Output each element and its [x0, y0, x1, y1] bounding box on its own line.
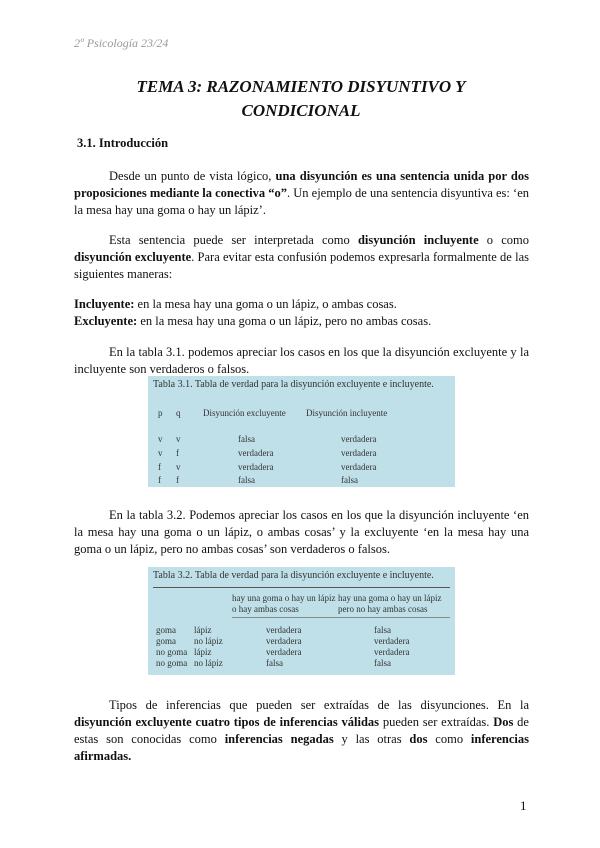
- paragraph-table-1-intro: En la tabla 3.1. podemos apreciar los casos en los que la disyunción excluyente y la incluyente son verdaderos o falsos.: [74, 345, 529, 376]
- table-1-header-inclusive: Disyunción incluyente: [306, 408, 388, 418]
- table-cell: no goma: [156, 647, 188, 657]
- bold-run: dos: [409, 732, 428, 746]
- paragraph-definition: [74, 168, 529, 219]
- table-cell: falsa: [374, 658, 391, 668]
- bold-run: Dos: [493, 715, 514, 729]
- header-note: 2º Psicología 23/24: [74, 36, 169, 50]
- table-cell: falsa: [238, 434, 255, 444]
- inclusive-label: Incluyente:: [74, 297, 135, 311]
- table-1-header-q: q: [176, 408, 181, 418]
- bold-run: inferencias afirmadas.: [74, 732, 529, 763]
- bold-run: disyunción excluyente: [74, 250, 192, 264]
- text-run: Tipos de inferencias que pueden ser extraídas de las disyunciones. En la: [109, 698, 529, 712]
- table-cell: verdadera: [374, 647, 410, 657]
- table-2-caption: Tabla 3.2. Tabla de verdad para la disyunción excluyente e incluyente.: [153, 570, 434, 581]
- exclusive-label: Excluyente:: [74, 314, 138, 328]
- table-2-header-rule: [232, 617, 450, 618]
- title-line-1: TEMA 3: RAZONAMIENTO DISYUNTIVO Y: [136, 77, 466, 96]
- table-cell: v: [176, 462, 181, 472]
- text-run: Esta sentencia puede ser interpretada como: [109, 233, 358, 247]
- table-cell: verdadera: [266, 647, 302, 657]
- table-1-header-p: p: [158, 408, 163, 418]
- bold-run: una disyunción es una sentencia unida por dos proposiciones mediante la conectiva “o”: [74, 169, 529, 200]
- table-cell: verdadera: [238, 448, 274, 458]
- text-run: como: [427, 732, 471, 746]
- bold-run: inferencias negadas: [224, 732, 334, 746]
- table-cell: no lápiz: [194, 636, 223, 646]
- inclusive-definition: [74, 296, 397, 313]
- exclusive-text: en la mesa hay una goma o un lápiz, pero no ambas cosas.: [137, 314, 432, 328]
- page-number: 1: [520, 798, 527, 813]
- table-cell: verdadera: [266, 636, 302, 646]
- table-cell: v: [158, 434, 163, 444]
- table-cell: f: [176, 475, 179, 485]
- table-2-top-rule: [153, 587, 450, 588]
- section-heading: 3.1. Introducción: [77, 136, 169, 150]
- table-cell: f: [158, 462, 161, 472]
- paragraph-inference-types: [74, 697, 529, 765]
- table-cell: goma: [156, 625, 176, 635]
- truth-table-1: [148, 376, 455, 487]
- text-run: pueden ser extraídas.: [379, 715, 494, 729]
- title-line-2: CONDICIONAL: [241, 101, 361, 120]
- table-1-header-exclusive: Disyunción excluyente: [203, 408, 286, 418]
- table-cell: no goma: [156, 658, 188, 668]
- table-cell: falsa: [266, 658, 283, 668]
- table-cell: verdadera: [341, 434, 377, 444]
- table-cell: verdadera: [341, 462, 377, 472]
- table-cell: verdadera: [341, 448, 377, 458]
- table-cell: goma: [156, 636, 176, 646]
- table-cell: verdadera: [374, 636, 410, 646]
- text-run: Desde un punto de vista lógico,: [109, 169, 276, 183]
- text-run: . Para evitar esta confusión podemos expresarla formalmente de las siguientes maneras:: [74, 250, 529, 281]
- table-cell: verdadera: [266, 625, 302, 635]
- table-2-header-inclusive-2: o hay ambas cosas: [232, 604, 299, 614]
- table-cell: falsa: [341, 475, 358, 485]
- table-cell: falsa: [374, 625, 391, 635]
- table-cell: no lápiz: [194, 658, 223, 668]
- table-cell: lápiz: [194, 625, 212, 635]
- table-cell: falsa: [238, 475, 255, 485]
- table-cell: v: [176, 434, 181, 444]
- text-run: o como: [478, 233, 530, 247]
- paragraph-table-2-intro: En la tabla 3.2. Podemos apreciar los casos en los que la disyunción incluyente ‘en la mesa hay una goma o un lápiz, o ambas cosas’ y la excluyente ‘en la mesa hay una goma o un lápiz, pero no ambas cosas’ son verdaderos o falsos.: [74, 508, 529, 556]
- page-title: [74, 75, 528, 123]
- table-2-header-exclusive-1: hay una goma o hay un lápiz: [338, 593, 442, 603]
- text-run: . Un ejemplo de una sentencia disyuntiva es: ‘en la mesa hay una goma o hay un lápiz’.: [74, 186, 529, 217]
- table-cell: verdadera: [238, 462, 274, 472]
- bold-run: disyunción incluyente: [357, 233, 479, 247]
- table-cell: f: [158, 475, 161, 485]
- truth-table-2: [148, 567, 455, 675]
- text-run: y las otras: [333, 732, 410, 746]
- table-1-caption: Tabla 3.1. Tabla de verdad para la disyunción excluyente e incluyente.: [153, 379, 434, 390]
- table-cell: v: [158, 448, 163, 458]
- table-2-header-inclusive-1: hay una goma o hay un lápiz: [232, 593, 336, 603]
- inclusive-text: en la mesa hay una goma o un lápiz, o ambas cosas.: [134, 297, 397, 311]
- bold-run: disyunción excluyente cuatro tipos de inferencias válidas: [74, 715, 380, 729]
- text-run: de estas son conocidas como: [74, 715, 529, 746]
- table-cell: lápiz: [194, 647, 212, 657]
- exclusive-definition: [74, 313, 431, 330]
- table-2-header-exclusive-2: pero no hay ambas cosas: [338, 604, 428, 614]
- paragraph-interpretation: [74, 232, 529, 283]
- table-cell: f: [176, 448, 179, 458]
